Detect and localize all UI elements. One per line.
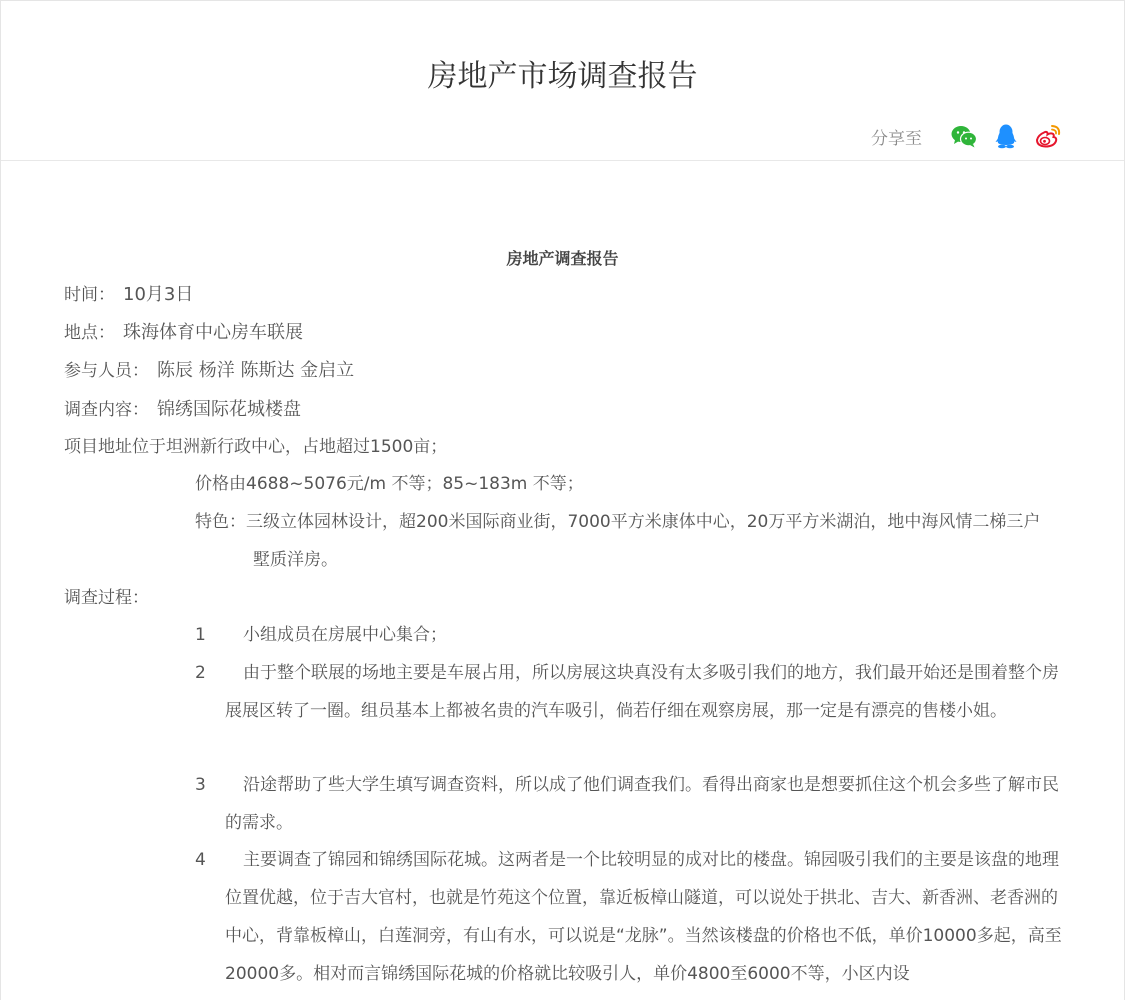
place-row bbox=[64, 314, 303, 352]
process-item bbox=[195, 841, 1065, 993]
time-row bbox=[64, 276, 193, 314]
price-line: 价格由4688~5076元/m 不等；85~183m 不等； bbox=[195, 474, 584, 494]
people-label: 参与人员： bbox=[64, 361, 149, 381]
feature-line: 特色：三级立体园林设计，超200米国际商业街，7000平方米康体中心，20万平方米湖泊，地中海风情二梯三户 bbox=[195, 512, 1041, 532]
content-row bbox=[64, 391, 301, 429]
people-value: 陈辰 杨洋 陈斯达 金启立 bbox=[157, 360, 355, 381]
process-item-text: 主要调查了锦园和锦绣国际花城。这两者是一个比较明显的成对比的楼盘。锦园吸引我们的主要是该盘的地理位置优越，位于吉大官村，也就是竹苑这个位置，靠近板樟山隧道，可以说处于拱北、吉大、新香洲、老香洲的中心，背靠板樟山，白莲洞旁，有山有水，可以说是“龙脉”。当然该楼盘的价格也不低，单价10000多起，高至20000多。相对而言锦绣国际花城的价格就比较吸引人，单价4800至6000不等，小区内设 bbox=[225, 850, 1062, 984]
place-value: 珠海体育中心房车联展 bbox=[123, 322, 303, 343]
weibo-icon[interactable] bbox=[1034, 123, 1062, 149]
article-header bbox=[1, 1, 1124, 161]
process-item-text: 沿途帮助了些大学生填写调查资料，所以成了他们调查我们。看得出商家也是想要抓住这个机会多些了解市民的需求。 bbox=[225, 775, 1059, 833]
page-title: 房地产市场调查报告 bbox=[427, 59, 698, 94]
process-item-number: 4 bbox=[195, 850, 206, 870]
process-item-text: 小组成员在房展中心集合； bbox=[243, 625, 447, 645]
process-item bbox=[195, 616, 1065, 654]
time-label: 时间： bbox=[64, 285, 115, 305]
wechat-icon[interactable] bbox=[950, 123, 978, 149]
process-label: 调查过程： bbox=[64, 588, 149, 608]
share-label: 分享至 bbox=[871, 128, 922, 149]
people-row bbox=[64, 352, 354, 390]
address-line: 项目地址位于坦洲新行政中心，占地超过1500亩； bbox=[64, 437, 448, 457]
feature-line-continued: 墅质洋房。 bbox=[253, 550, 338, 570]
qq-icon[interactable] bbox=[992, 123, 1020, 149]
process-item-number: 1 bbox=[195, 625, 206, 645]
time-value: 10月3日 bbox=[123, 284, 194, 305]
content-label: 调查内容： bbox=[64, 400, 149, 420]
process-item-number: 3 bbox=[195, 775, 206, 795]
content-value: 锦绣国际花城楼盘 bbox=[157, 399, 301, 420]
process-item-number: 2 bbox=[195, 663, 206, 683]
report-subtitle: 房地产调查报告 bbox=[506, 249, 619, 268]
process-item bbox=[195, 654, 1065, 730]
place-label: 地点： bbox=[64, 323, 115, 343]
share-bar bbox=[871, 123, 1062, 149]
process-item-text: 由于整个联展的场地主要是车展占用，所以房展这块真没有太多吸引我们的地方，我们最开始还是围着整个房展展区转了一圈。组员基本上都被名贵的汽车吸引，倘若仔细在观察房展，那一定是有漂亮的售楼小姐。 bbox=[225, 663, 1059, 721]
process-item bbox=[195, 766, 1065, 842]
